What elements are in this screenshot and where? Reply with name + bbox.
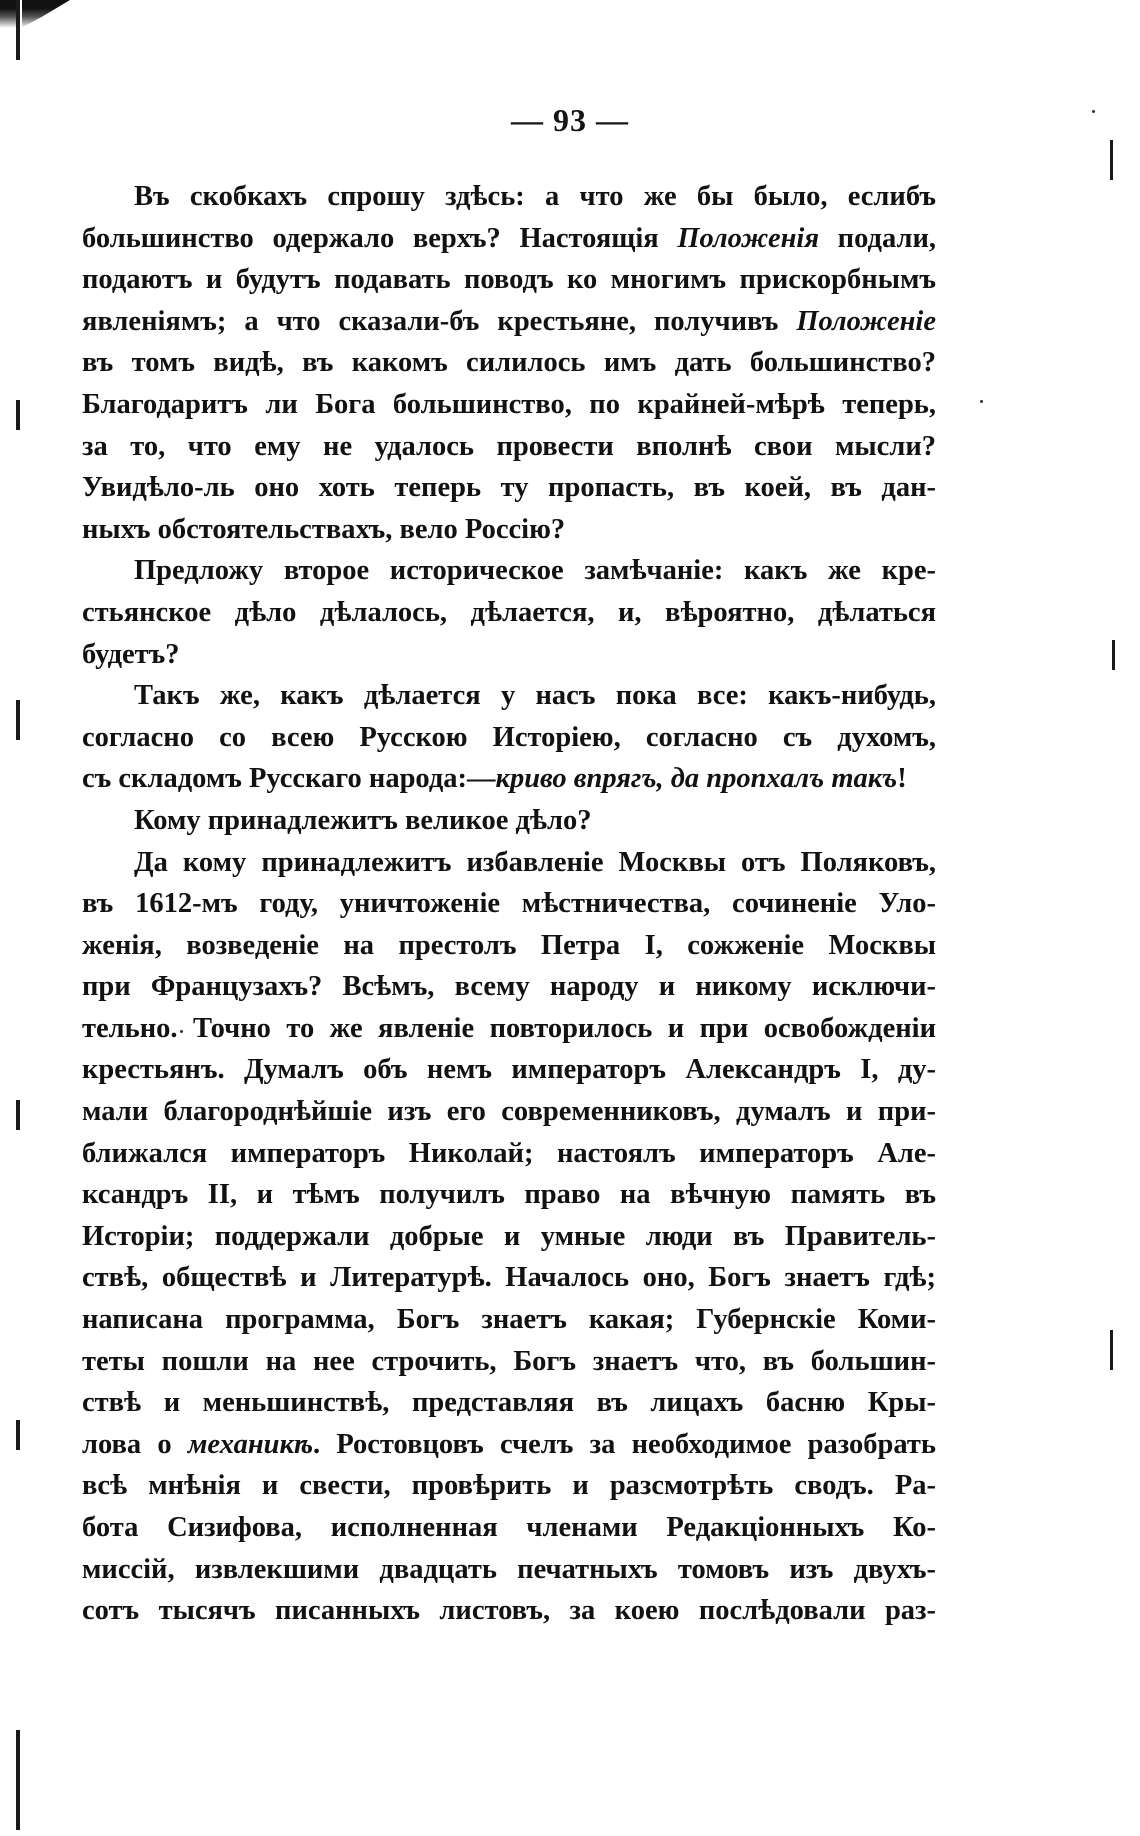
text-line: Кому принадлежитъ великое дѣло? <box>134 804 592 836</box>
paragraph-3 <box>82 675 936 800</box>
text-line: при Французахъ? Всѣмъ, всему народу и никому исключи- <box>82 971 936 1003</box>
text-line: за то, что ему не удалось провести вполнѣ свои мысли? <box>82 430 936 462</box>
text-line: явленіямъ; а что сказали-бъ крестьяне, получивъ Положеніе <box>82 305 936 337</box>
text-line: будетъ? <box>82 638 180 670</box>
text-line: ствѣ и меньшинствѣ, представляя въ лицахъ басню Кры- <box>82 1387 936 1419</box>
binding-edge <box>16 0 22 1836</box>
scan-speck <box>980 400 983 403</box>
text-line: лова о механикѣ. Ростовцовъ счелъ за необходимое разобрать <box>82 1428 936 1460</box>
text-line: ныхъ обстоятельствахъ, вело Россію? <box>82 513 566 545</box>
text-line: вcѣ мнѣнія и свести, провѣрить и разсмотрѣть сводъ. Ра- <box>82 1470 936 1502</box>
body-text <box>82 176 936 1632</box>
text-line: Увидѣло-ль оно хоть теперь ту пропасть, въ коей, въ дан- <box>82 472 936 504</box>
paragraph-5 <box>82 842 936 1632</box>
italic-emphasis: Положенія <box>677 222 820 254</box>
text-line: Предложу второе историческое замѣчаніе: какъ же кре- <box>134 555 936 587</box>
text-line: Такъ же, какъ дѣлается у насъ пока все: какъ-нибудь, <box>134 680 936 712</box>
text-line: согласно со всею Русскою Исторіею, согласно съ духомъ, <box>82 721 936 753</box>
paragraph-2 <box>82 550 936 675</box>
text-line: съ складомъ Русскаго народа:—криво впрягъ, да пропхалъ такъ! <box>82 763 907 795</box>
italic-emphasis: Положеніе <box>796 305 936 337</box>
text-line: ближался императоръ Николай; настоялъ императоръ Але- <box>82 1137 936 1169</box>
text-line: тельно. Точно то же явленіе повторилось и при освобожденіи <box>82 1012 936 1044</box>
scan-corner-shadow <box>0 0 70 28</box>
italic-emphasis: криво впрягъ, да пропхалъ такъ <box>495 763 898 795</box>
text-line: бота Сизифова, исполненная членами Редакціонныхъ Ко- <box>82 1512 936 1543</box>
text-line: Въ скобкахъ спрошу здѣсь: а что же бы было, еслибъ <box>134 181 936 212</box>
text-line: написана программа, Богъ знаетъ какая; Губернскіе Коми- <box>82 1304 936 1336</box>
text-line: ксандръ II, и тѣмъ получилъ право на вѣчную память въ <box>82 1179 936 1211</box>
text-line: миссій, извлекшими двадцать печатныхъ томовъ изъ двухъ- <box>82 1553 936 1585</box>
text-line: подаютъ и будутъ подавать поводъ ко многимъ прискорбнымъ <box>82 264 936 296</box>
text-line: мали благороднѣйшіе изъ его современниковъ, думалъ и при- <box>82 1096 936 1128</box>
italic-emphasis: механикѣ <box>187 1428 313 1460</box>
paragraph-4 <box>82 800 936 842</box>
text-line: сотъ тысячъ писанныхъ листовъ, за коею послѣдовали раз- <box>82 1595 936 1627</box>
text-line: Да кому принадлежитъ избавленіе Москвы отъ Поляковъ, <box>134 846 936 878</box>
text-line: большинство одержало верхъ? Настоящія Положенія подали, <box>82 222 936 254</box>
text-line: Исторіи; поддержали добрые и умные люди въ Правитель- <box>82 1220 936 1252</box>
text-line: крестьянъ. Думалъ объ немъ императоръ Александръ I, ду- <box>82 1054 936 1086</box>
text-line: Благодаритъ ли Бога большинство, по крайней-мѣрѣ теперь, <box>82 388 936 420</box>
text-line: теты пошли на нее строчить, Богъ знаетъ что, въ большин- <box>82 1345 936 1377</box>
paragraph-1 <box>82 176 936 550</box>
text-line: въ томъ видѣ, въ какомъ силилось имъ дать большинство? <box>82 347 936 379</box>
text-line: женія, возведеніе на престолъ Петра I, сожженіе Москвы <box>82 929 936 961</box>
text-line: въ 1612-мъ году, уничтоженіе мѣстничества, сочиненіе Уло- <box>82 888 936 920</box>
text-line: ствѣ, обществѣ и Литературѣ. Началось оно, Богъ знаетъ гдѣ; <box>82 1262 936 1294</box>
page-number: — 93 — <box>511 102 629 138</box>
text-line: стьянское дѣло дѣлалось, дѣлается, и, вѣроятно, дѣлаться <box>82 596 936 628</box>
